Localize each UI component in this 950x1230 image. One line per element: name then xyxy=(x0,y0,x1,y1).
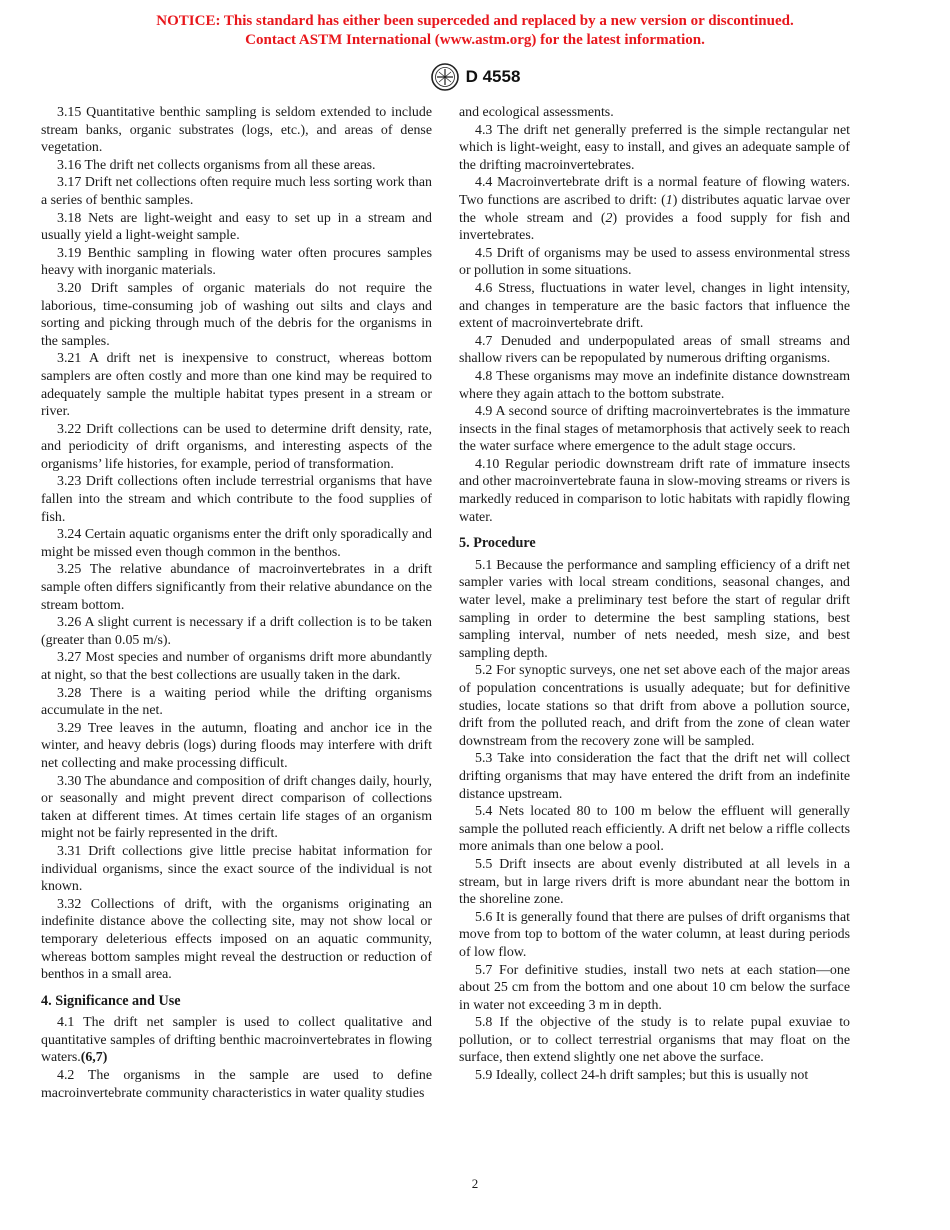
page-number: 2 xyxy=(471,1176,479,1191)
paragraph-4-10: 4.10 Regular periodic downstream drift rate of immature insects and other macroinvertebrate fauna in slow-moving streams or rivers is markedly reduced in comparison to lotic habitats with rapidly flowing water. xyxy=(459,456,850,525)
paragraph-5-6: 5.6 It is generally found that there are pulses of drift organisms that move from top to bottom of the water column, at least during periods of low flow. xyxy=(459,909,850,960)
paragraph-5-5: 5.5 Drift insects are about evenly distributed at all levels in a stream, but in large rivers drift is more abundant near the bottom in the shoreline zone. xyxy=(459,856,850,908)
paragraph-4-6: 4.6 Stress, fluctuations in water level, changes in light intensity, and changes in temperature are the basic factors that influence the extent of macroinvertebrate drift. xyxy=(459,280,850,332)
paragraph-4-4-part-b: ) distributes aquatic larvae over the whole stream and ( xyxy=(459,192,850,226)
section-heading-5: 5. Procedure xyxy=(459,535,536,552)
paragraph-4-2: 4.2 The organisms in the sample are used to define macroinvertebrate community characteristics in water quality studies xyxy=(41,1068,432,1101)
paragraph-4-4-num-1: 1 xyxy=(665,192,673,208)
astm-logo-icon xyxy=(430,62,460,92)
paragraph-4-4-num-2: 2 xyxy=(605,210,613,226)
paragraph-4-4 xyxy=(459,174,850,244)
paragraph-4-3: 4.3 The drift net generally preferred is the simple rectangular net which is light-weight, easy to install, and gives an adequate sample of the drifting macroinvertebrates. xyxy=(459,122,850,173)
paragraph-4-2-continued: and ecological assessments. xyxy=(459,105,614,120)
paragraph-3-20: 3.20 Drift samples of organic materials do not require the laborious, time-consuming job of washing out silts and clays and sorting and picking through much of the debris for the organisms in the samples. xyxy=(41,280,432,349)
paragraph-5-7: 5.7 For definitive studies, install two nets at each station—one about 25 cm from the bottom and one about 10 cm below the surface in water not exceeding 3 m in depth. xyxy=(459,962,850,1013)
section-heading-4: 4. Significance and Use xyxy=(41,992,181,1009)
paragraph-5-2: 5.2 For synoptic surveys, one net set above each of the major areas of population concentrations is usually adequate; but for definitive studies, locate stations so that drift from above a pollution source, drift from the polluted reach, and drift from the zone of clean water downstream from the recovery zone will be sampled. xyxy=(459,663,850,749)
right-column xyxy=(459,104,850,1085)
paragraph-3-27: 3.27 Most species and number of organisms drift more abundantly at night, so that the best collections are usually taken in the dark. xyxy=(41,650,432,683)
notice-banner xyxy=(0,12,950,50)
paragraph-3-22: 3.22 Drift collections can be used to determine drift density, rate, and periodicity of drift organisms, and interesting aspects of the organisms’ life histories, for example, period of transformation. xyxy=(41,421,432,472)
paragraph-5-3: 5.3 Take into consideration the fact that the drift net will collect drifting organisms that may have entered the drift from an indefinite distance upstream. xyxy=(459,751,850,802)
paragraph-3-26: 3.26 A slight current is necessary if a drift collection is to be taken (greater than 0.05 m/s). xyxy=(41,615,432,648)
paragraph-5-8: 5.8 If the objective of the study is to relate pupal exuviae to pollution, or to collect terrestrial organisms that may float on the surface, then extend slightly one net above the surface. xyxy=(459,1015,850,1066)
paragraph-3-18: 3.18 Nets are light-weight and easy to set up in a stream and usually yield a light-weight sample. xyxy=(41,210,432,244)
paragraph-5-9: 5.9 Ideally, collect 24-h drift samples; but this is usually not xyxy=(475,1068,809,1084)
paragraph-4-1 xyxy=(41,1014,432,1067)
paragraph-3-16: 3.16 The drift net collects organisms from all these areas. xyxy=(57,157,376,173)
paragraph-3-28: 3.28 There is a waiting period while the drifting organisms accumulate in the net. xyxy=(41,685,432,719)
document-header xyxy=(0,62,950,92)
paragraph-5-4: 5.4 Nets located 80 to 100 m below the effluent will generally sample the polluted reach efficiently. A drift net below a riffle collects more animals than one below a pool. xyxy=(459,804,850,855)
paragraph-4-1-text: 4.1 The drift net sampler is used to collect qualitative and quantitative samples of drifting benthic macroinvertebrates in flowing waters. xyxy=(41,1015,432,1066)
paragraph-4-5: 4.5 Drift of organisms may be used to assess environmental stress or pollution in some situations. xyxy=(459,245,850,279)
paragraph-3-31: 3.31 Drift collections give little precise habitat information for individual organisms, since the exact source of the individual is not known. xyxy=(41,843,432,895)
paragraph-4-4-part-a: 4.4 Macroinvertebrate drift is a normal feature of flowing waters. Two functions are ascribed to drift: ( xyxy=(459,175,850,208)
paragraph-4-8: 4.8 These organisms may move an indefinite distance downstream where they again attach to the bottom substrate. xyxy=(459,368,850,402)
reference-citation: (6,7) xyxy=(80,1050,108,1066)
paragraph-3-21: 3.21 A drift net is inexpensive to construct, whereas bottom samplers are often costly and more than one kind may be required to adequately sample the multiple habitat types present in a stream or river. xyxy=(41,351,432,420)
paragraph-3-15: 3.15 Quantitative benthic sampling is seldom extended to include stream banks, organic substrates (logs, etc.), and areas of dense vegetation. xyxy=(41,105,432,156)
paragraph-3-25: 3.25 The relative abundance of macroinvertebrates in a drift sample often differs significantly from their relative abundance on the stream bottom. xyxy=(41,562,432,613)
paragraph-3-30: 3.30 The abundance and composition of drift changes daily, hourly, or seasonally and might prevent direct comparison of collections taken at different times. At times certain life stages of an organism might not be fairly represented in the drift. xyxy=(41,773,432,842)
notice-line-1: NOTICE: This standard has either been superceded and replaced by a new version or discontinued. xyxy=(156,13,794,29)
paragraph-4-9: 4.9 A second source of drifting macroinvertebrates is the immature insects in the final stages of metamorphosis that actively seek to reach the water surface where emergence to the adult stage occurs. xyxy=(459,404,850,455)
paragraph-3-23: 3.23 Drift collections often include terrestrial organisms that have fallen into the stream and which contribute to the food supplies of fish. xyxy=(41,474,432,525)
paragraph-3-24: 3.24 Certain aquatic organisms enter the drift only sporadically and might be missed even though common in the benthos. xyxy=(41,527,432,560)
paragraph-3-17: 3.17 Drift net collections often require much less sorting work than a series of benthic samples. xyxy=(41,175,432,208)
paragraph-3-19: 3.19 Benthic sampling in flowing water often procures samples heavy with inorganic materials. xyxy=(41,245,432,279)
notice-line-2: Contact ASTM International (www.astm.org) for the latest information. xyxy=(245,32,705,48)
paragraph-4-4-part-c: ) provides a food supply for fish and invertebrates. xyxy=(459,210,850,244)
standard-designation: D 4558 xyxy=(465,67,521,86)
paragraph-3-32: 3.32 Collections of drift, with the organisms originating an indefinite distance above the collecting site, may not show local or temporary deleterious effects imposed on an aquatic community, whereas bottom samples might reveal the destruction or reduction of benthos in a small area. xyxy=(41,896,432,983)
left-column xyxy=(41,104,432,1102)
paragraph-3-29: 3.29 Tree leaves in the autumn, floating and anchor ice in the winter, and heavy debris (logs) during floods may interfere with drift net collecting and make processing difficult. xyxy=(41,720,432,771)
paragraph-4-7: 4.7 Denuded and underpopulated areas of small streams and shallow rivers can be repopulated by numerous drifting organisms. xyxy=(459,333,850,367)
paragraph-5-1: 5.1 Because the performance and sampling efficiency of a drift net sampler varies with local stream conditions, seasonal changes, and water level, make a preliminary test before the start of regular drift sampling in order to determine the best sampling stations, best sampling interval, number of nets needed, mesh size, and best sampling depth. xyxy=(459,557,850,661)
